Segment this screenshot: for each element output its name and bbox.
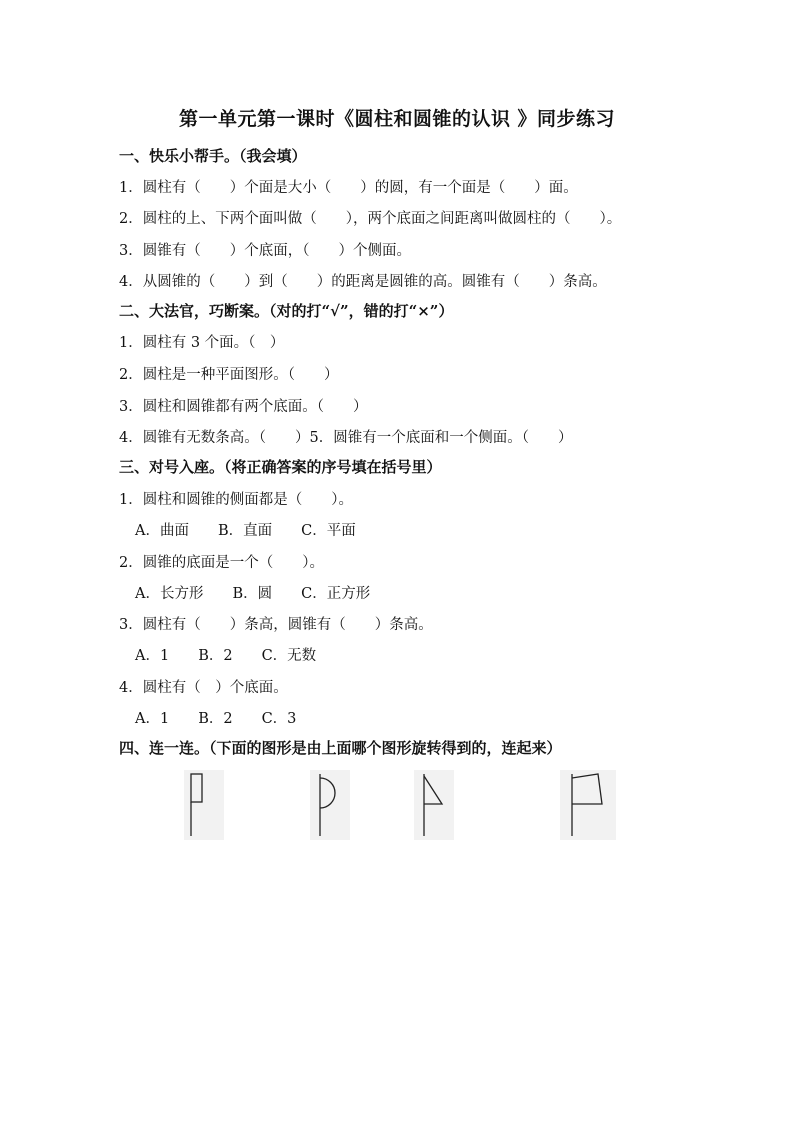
section1-item-2: 2．圆柱的上、下两个面叫做（ ），两个底面之间距离叫做圆柱的（ ）。 xyxy=(119,211,622,227)
section2-heading: 二、大法官，巧断案。（对的打“√”，错的打“×”） xyxy=(119,302,454,320)
section3-heading: 三、对号入座。（将正确答案的序号填在括号里） xyxy=(119,458,442,476)
section1-item-1: 1．圆柱有（ ）个面是大小（ ）的圆，有一个面是（ ）面。 xyxy=(119,180,578,196)
section3-question-3: 3．圆柱有（ ）条高，圆锥有（ ）条高。 xyxy=(119,617,433,633)
trapezoid-flag-figure xyxy=(560,770,616,840)
section3-question-2: 2．圆锥的底面是一个（ ）。 xyxy=(119,555,324,571)
rectangle-flag-figure xyxy=(184,770,224,840)
page-title: 第一单元第一课时《圆柱和圆锥的认识 》同步练习 xyxy=(178,108,616,130)
section2-item-3: 3．圆柱和圆锥都有两个底面。（ ） xyxy=(119,399,368,415)
semicircle-flag-figure xyxy=(310,770,350,840)
section1-item-4: 4．从圆锥的（ ）到（ ）的距离是圆锥的高。圆锥有（ ）条高。 xyxy=(119,274,607,290)
section3-options-2: A．长方形 B．圆 C．正方形 xyxy=(135,586,371,602)
section3-question-4: 4．圆柱有（ ）个底面。 xyxy=(119,680,288,696)
section4-heading: 四、连一连。（下面的图形是由上面哪个图形旋转得到的，连起来） xyxy=(119,739,562,757)
section3-options-3: A．1 B．2 C．无数 xyxy=(135,648,317,664)
section3-options-1: A．曲面 B．直面 C．平面 xyxy=(135,523,356,539)
section3-options-4: A．1 B．2 C．3 xyxy=(135,711,297,727)
section2-item-1: 1．圆柱有 3 个面。（ ） xyxy=(119,335,285,351)
triangle-flag-figure xyxy=(414,770,454,840)
section1-item-3: 3．圆锥有（ ）个底面，（ ）个侧面。 xyxy=(119,243,411,259)
section1-heading: 一、快乐小帮手。（我会填） xyxy=(119,147,307,165)
section3-question-1: 1．圆柱和圆锥的侧面都是（ ）。 xyxy=(119,492,353,508)
section2-item-4: 4．圆锥有无数条高。（ ）5．圆锥有一个底面和一个侧面。（ ） xyxy=(119,430,573,446)
section2-item-2: 2．圆柱是一种平面图形。（ ） xyxy=(119,367,339,383)
